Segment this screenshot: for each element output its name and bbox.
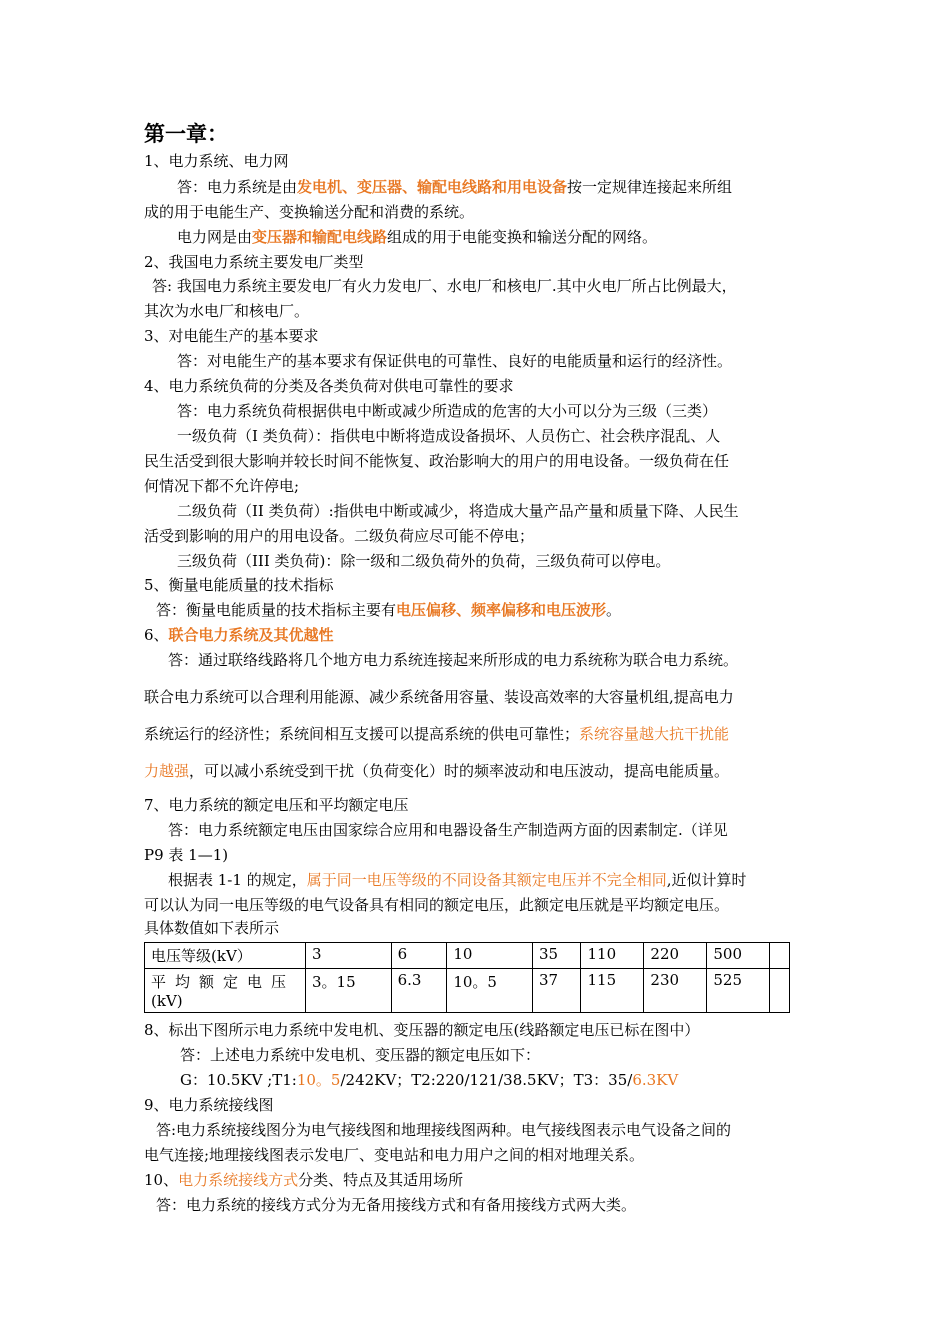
q7-answer-line1: 答：电力系统额定电压由国家综合应用和电器设备生产制造两方面的因素制定.（详见 <box>168 821 728 839</box>
chapter-title: 第一章： <box>144 122 228 146</box>
table-cell <box>770 943 790 969</box>
q1-heading: 1、电力系统、电力网 <box>144 152 289 170</box>
q9-answer-line2: 电气连接;地理接线图表示发电厂、变电站和电力用户之间的相对地理关系。 <box>144 1146 645 1164</box>
q5-answer: 答：衡量电能质量的技术指标主要有电压偏移、频率偏移和电压波形。 <box>156 601 622 619</box>
q6-heading: 6、联合电力系统及其优越性 <box>144 626 334 644</box>
q9-answer-line1: 答:电力系统接线图分为电气接线图和地理接线图两种。电气接线图表示电气设备之间的 <box>156 1121 732 1139</box>
q5-highlight: 电压偏移、频率偏移和电压波形 <box>396 601 607 619</box>
q5-heading: 5、衡量电能质量的技术指标 <box>144 576 334 594</box>
q8-answer-line2: G：10.5KV ;T1:10。5/242KV；T2:220/121/38.5KV；T3：35/6.3KV <box>180 1071 679 1089</box>
table-cell: 10 <box>447 943 533 969</box>
voltage-table <box>144 942 790 1013</box>
q10-heading: 10、电力系统接线方式分类、特点及其适用场所 <box>144 1171 464 1189</box>
q4-class1-line3: 何情况下都不允许停电; <box>144 477 300 495</box>
table-cell: 500 <box>707 943 770 969</box>
table-cell: 525 <box>707 969 770 1013</box>
q7-highlight: 属于同一电压等级的不同设备其额定电压并不完全相同 <box>306 871 667 889</box>
q8-highlight-a: 10。5 <box>296 1071 341 1089</box>
q1-answer-line1: 答：电力系统是由发电机、变压器、输配电线路和用电设备按一定规律连接起来所组 <box>177 178 733 196</box>
q10-highlight: 电力系统接线方式 <box>178 1171 299 1189</box>
q8-answer-line1: 答：上述电力系统中发电机、变压器的额定电压如下： <box>180 1046 541 1064</box>
q2-answer-line2: 其次为水电厂和核电厂。 <box>144 302 310 320</box>
q7-answer-line3: 根据表 1-1 的规定，属于同一电压等级的不同设备其额定电压并不完全相同,近似计算时 <box>168 871 747 889</box>
table-cell: 110 <box>581 943 644 969</box>
table-row <box>145 943 790 969</box>
q4-class1-line1: 一级负荷（I 类负荷）：指供电中断将造成设备损坏、人员伤亡、社会秩序混乱、人 <box>177 427 721 445</box>
table-cell: 230 <box>644 969 707 1013</box>
q4-class1-line2: 民生活受到很大影响并较长时间不能恢复、政治影响大的用户的用电设备。一级负荷在任 <box>144 452 730 470</box>
q7-answer-line2: P9 表 1—1) <box>144 846 229 864</box>
table-cell: 115 <box>581 969 644 1013</box>
table-cell: 3 <box>306 943 392 969</box>
q6-answer-line2: 联合电力系统可以合理利用能源、减少系统备用容量、装设高效率的大容量机组,提高电力 <box>144 688 734 706</box>
table-cell: 37 <box>532 969 581 1013</box>
q4-class2-line1: 二级负荷（II 类负荷）:指供电中断或减少，将造成大量产品产量和质量下降、人民生 <box>177 502 739 520</box>
q6-answer-line4: 力越强，可以减小系统受到干扰（负荷变化）时的频率波动和电压波动，提高电能质量。 <box>144 762 730 780</box>
q6-highlight-a: 系统容量越大抗干扰能 <box>579 725 730 743</box>
q10-answer-line1: 答：电力系统的接线方式分为无备用接线方式和有备用接线方式两大类。 <box>156 1196 637 1214</box>
q1-highlight: 发电机、变压器、输配电线路和用电设备 <box>297 178 568 196</box>
q2-answer-line1: 答: 我国电力系统主要发电厂有火力发电厂、水电厂和核电厂.其中火电厂所占比例最大， <box>152 277 737 295</box>
q1-highlight-2: 变压器和输配电线路 <box>252 228 388 246</box>
q6-answer-line1: 答：通过联络线路将几个地方电力系统连接起来所形成的电力系统称为联合电力系统。 <box>168 651 739 669</box>
table-cell: 3。15 <box>306 969 392 1013</box>
q6-highlight-b: 力越强 <box>144 762 190 780</box>
q2-heading: 2、我国电力系统主要发电厂类型 <box>144 253 364 271</box>
table-cell: 6 <box>391 943 447 969</box>
q8-heading: 8、标出下图所示电力系统中发电机、变压器的额定电压(线路额定电压已标在图中） <box>144 1021 700 1039</box>
q8-highlight-b: 6.3KV <box>632 1071 679 1089</box>
q9-heading: 9、电力系统接线图 <box>144 1096 274 1114</box>
q7-heading: 7、电力系统的额定电压和平均额定电压 <box>144 796 409 814</box>
table-cell: 220 <box>644 943 707 969</box>
q4-class3-line1: 三级负荷（III 类负荷)：除一级和二级负荷外的负荷，三级负荷可以停电。 <box>177 552 671 570</box>
q4-answer-line1: 答：电力系统负荷根据供电中断或减少所造成的危害的大小可以分为三级（三类） <box>177 402 718 420</box>
table-cell <box>770 969 790 1013</box>
q1-answer-line2: 成的用于电能生产、变换输送分配和消费的系统。 <box>144 203 475 221</box>
q3-answer: 答：对电能生产的基本要求有保证供电的可靠性、良好的电能质量和运行的经济性。 <box>177 352 733 370</box>
q4-class2-line2: 活受到影响的用户的用电设备。二级负荷应尽可能不停电； <box>144 527 535 545</box>
table-row <box>145 969 790 1013</box>
q3-heading: 3、对电能生产的基本要求 <box>144 327 319 345</box>
q1-answer-line3: 电力网是由变压器和输配电线路组成的用于电能变换和输送分配的网络。 <box>177 228 658 246</box>
q7-answer-line4: 可以认为同一电压等级的电气设备具有相同的额定电压，此额定电压就是平均额定电压。 <box>144 896 730 914</box>
q6-heading-highlight: 联合电力系统及其优越性 <box>168 626 334 644</box>
q4-heading: 4、电力系统负荷的分类及各类负荷对供电可靠性的要求 <box>144 377 514 395</box>
table-cell-label: 电压等级(kV） <box>145 943 306 969</box>
table-cell: 6.3 <box>391 969 447 1013</box>
table-cell-label: 平均额定电压 (kV) <box>145 969 306 1013</box>
q6-answer-line3: 系统运行的经济性；系统间相互支援可以提高系统的供电可靠性；系统容量越大抗干扰能 <box>144 725 730 743</box>
table-cell: 35 <box>532 943 581 969</box>
table-cell: 10。5 <box>447 969 533 1013</box>
q7-answer-line5: 具体数值如下表所示 <box>144 919 280 937</box>
